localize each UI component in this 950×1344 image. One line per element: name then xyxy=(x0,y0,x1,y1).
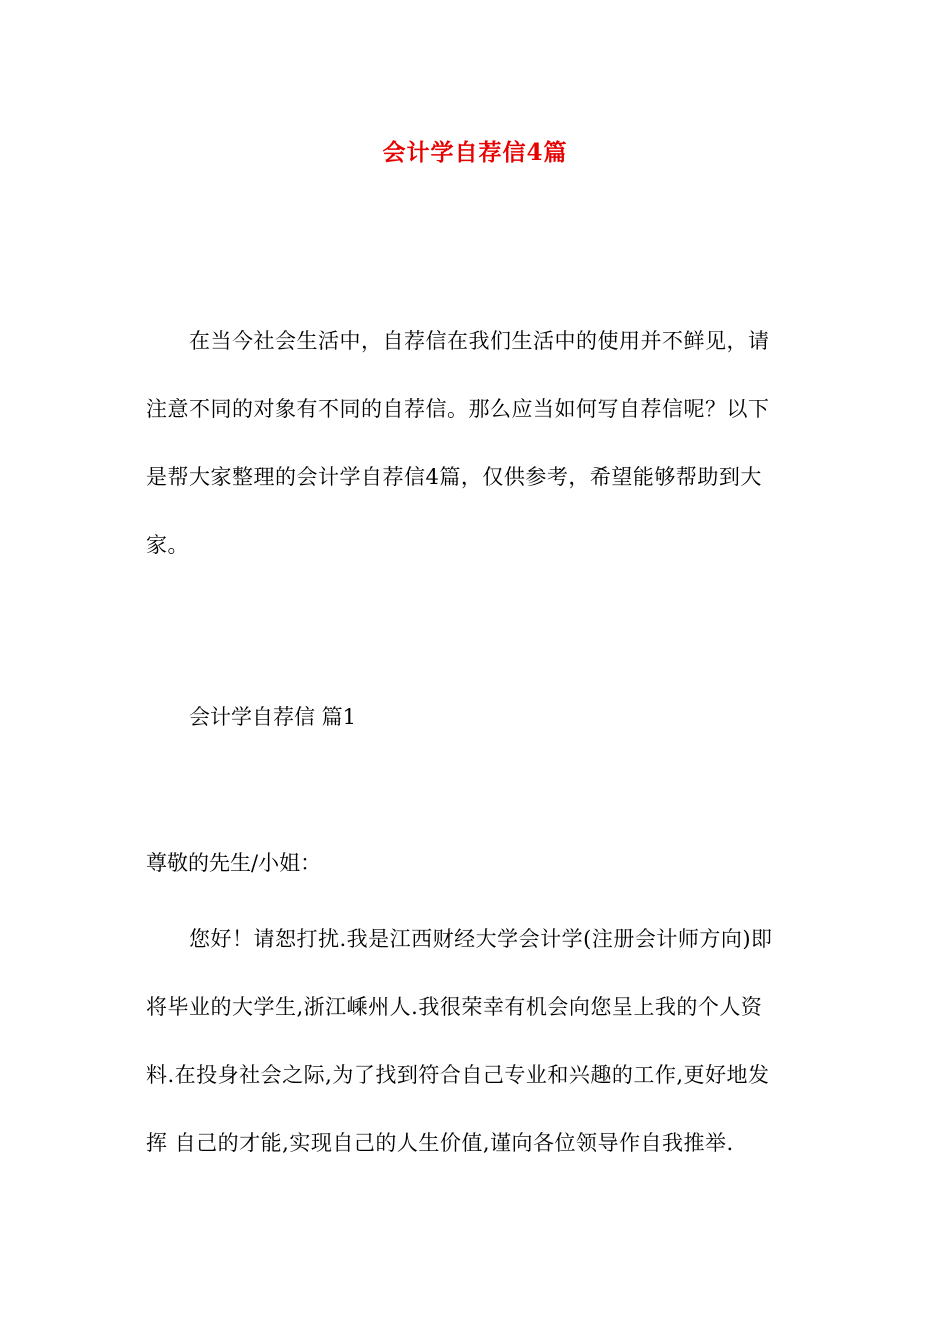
letter-body-paragraph xyxy=(146,905,808,1177)
intro-line: 家。 xyxy=(146,533,189,557)
salutation: 尊敬的先生/小姐： xyxy=(146,851,322,875)
intro-line: 注意不同的对象有不同的自荐信。那么应当如何写自荐信呢？以下 xyxy=(146,397,770,421)
body-line: 将毕业的大学生,浙江嵊州人.我很荣幸有机会向您呈上我的个人资 xyxy=(146,995,763,1019)
document-title: 会计学自荐信4篇 xyxy=(382,139,568,166)
body-line: 您好！请恕打扰.我是江西财经大学会计学(注册会计师方向)即 xyxy=(189,927,773,951)
intro-line: 是帮大家整理的会计学自荐信4篇，仅供参考，希望能够帮助到大 xyxy=(146,465,762,489)
body-line: 挥 自己的才能,实现自己的人生价值,谨向各位领导作自我推举. xyxy=(146,1131,734,1155)
intro-paragraph xyxy=(146,307,808,579)
section-heading: 会计学自荐信 篇1 xyxy=(189,705,357,729)
intro-line: 在当今社会生活中，自荐信在我们生活中的使用并不鲜见，请 xyxy=(189,329,770,353)
body-line: 料.在投身社会之际,为了找到符合自己专业和兴趣的工作,更好地发 xyxy=(146,1063,770,1087)
